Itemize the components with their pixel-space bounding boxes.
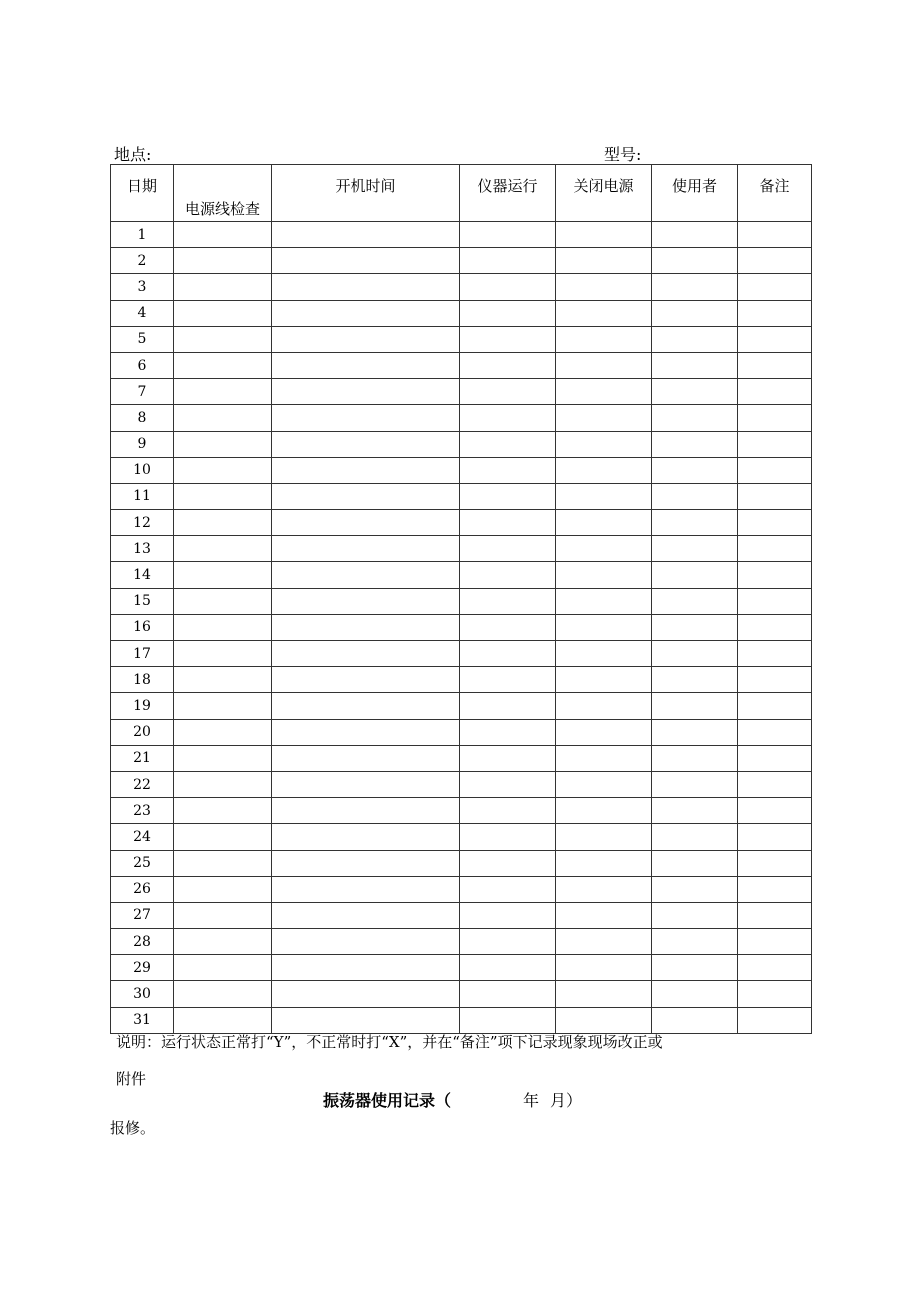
entry-cell[interactable] bbox=[652, 274, 738, 300]
entry-cell[interactable] bbox=[652, 405, 738, 431]
entry-cell[interactable] bbox=[652, 457, 738, 483]
entry-cell[interactable] bbox=[460, 929, 556, 955]
entry-cell[interactable] bbox=[738, 1007, 812, 1033]
table-row bbox=[111, 562, 812, 588]
entry-cell[interactable] bbox=[738, 222, 812, 248]
entry-cell[interactable] bbox=[174, 483, 272, 509]
entry-cell[interactable] bbox=[460, 483, 556, 509]
entry-cell[interactable] bbox=[738, 248, 812, 274]
entry-cell[interactable] bbox=[738, 510, 812, 536]
entry-cell[interactable] bbox=[174, 300, 272, 326]
entry-cell[interactable] bbox=[556, 405, 652, 431]
date-cell: 14 bbox=[111, 562, 174, 588]
entry-cell[interactable] bbox=[272, 483, 460, 509]
date-cell: 13 bbox=[111, 536, 174, 562]
entry-cell[interactable] bbox=[652, 798, 738, 824]
repair-text: 报修。 bbox=[110, 1119, 156, 1137]
entry-cell[interactable] bbox=[652, 902, 738, 928]
table-header-row bbox=[111, 165, 812, 222]
entry-cell[interactable] bbox=[556, 876, 652, 902]
date-cell: 15 bbox=[111, 588, 174, 614]
entry-cell[interactable] bbox=[174, 536, 272, 562]
entry-cell[interactable] bbox=[652, 929, 738, 955]
entry-cell[interactable] bbox=[460, 274, 556, 300]
table-row bbox=[111, 745, 812, 771]
entry-cell[interactable] bbox=[556, 929, 652, 955]
entry-cell[interactable] bbox=[174, 824, 272, 850]
model-label: 型号: bbox=[604, 145, 642, 164]
entry-cell[interactable] bbox=[272, 352, 460, 378]
entry-cell[interactable] bbox=[738, 405, 812, 431]
entry-cell[interactable] bbox=[174, 798, 272, 824]
entry-cell[interactable] bbox=[556, 824, 652, 850]
entry-cell[interactable] bbox=[556, 326, 652, 352]
column-header-power-on-time: 开机时间 bbox=[272, 165, 460, 222]
date-cell: 30 bbox=[111, 981, 174, 1007]
date-cell: 11 bbox=[111, 483, 174, 509]
entry-cell[interactable] bbox=[272, 771, 460, 797]
entry-cell[interactable] bbox=[460, 614, 556, 640]
date-cell: 31 bbox=[111, 1007, 174, 1033]
entry-cell[interactable] bbox=[272, 824, 460, 850]
entry-cell[interactable] bbox=[738, 641, 812, 667]
column-header-power-off: 关闭电源 bbox=[556, 165, 652, 222]
entry-cell[interactable] bbox=[556, 588, 652, 614]
entry-cell[interactable] bbox=[652, 326, 738, 352]
entry-cell[interactable] bbox=[272, 902, 460, 928]
location-label: 地点: bbox=[114, 145, 152, 164]
table-row bbox=[111, 300, 812, 326]
column-header-remarks: 备注 bbox=[738, 165, 812, 222]
entry-cell[interactable] bbox=[738, 771, 812, 797]
entry-cell[interactable] bbox=[652, 352, 738, 378]
table-row bbox=[111, 876, 812, 902]
table-row bbox=[111, 981, 812, 1007]
entry-cell[interactable] bbox=[174, 588, 272, 614]
entry-cell[interactable] bbox=[556, 536, 652, 562]
entry-cell[interactable] bbox=[738, 798, 812, 824]
entry-cell[interactable] bbox=[556, 745, 652, 771]
date-cell: 21 bbox=[111, 745, 174, 771]
entry-cell[interactable] bbox=[272, 274, 460, 300]
entry-cell[interactable] bbox=[652, 955, 738, 981]
entry-cell[interactable] bbox=[652, 745, 738, 771]
table-row bbox=[111, 693, 812, 719]
entry-cell[interactable] bbox=[460, 1007, 556, 1033]
entry-cell[interactable] bbox=[556, 248, 652, 274]
entry-cell[interactable] bbox=[272, 798, 460, 824]
entry-cell[interactable] bbox=[738, 955, 812, 981]
entry-cell[interactable] bbox=[460, 352, 556, 378]
entry-cell[interactable] bbox=[738, 824, 812, 850]
entry-cell[interactable] bbox=[738, 850, 812, 876]
date-cell: 7 bbox=[111, 379, 174, 405]
entry-cell[interactable] bbox=[738, 614, 812, 640]
date-cell: 25 bbox=[111, 850, 174, 876]
entry-cell[interactable] bbox=[556, 798, 652, 824]
entry-cell[interactable] bbox=[272, 300, 460, 326]
date-cell: 26 bbox=[111, 876, 174, 902]
date-cell: 22 bbox=[111, 771, 174, 797]
table-row bbox=[111, 641, 812, 667]
entry-cell[interactable] bbox=[272, 693, 460, 719]
entry-cell[interactable] bbox=[738, 326, 812, 352]
entry-cell[interactable] bbox=[556, 1007, 652, 1033]
entry-cell[interactable] bbox=[652, 562, 738, 588]
entry-cell[interactable] bbox=[738, 929, 812, 955]
entry-cell[interactable] bbox=[652, 667, 738, 693]
entry-cell[interactable] bbox=[556, 352, 652, 378]
entry-cell[interactable] bbox=[460, 745, 556, 771]
table-row bbox=[111, 771, 812, 797]
date-cell: 4 bbox=[111, 300, 174, 326]
date-cell: 28 bbox=[111, 929, 174, 955]
entry-cell[interactable] bbox=[652, 876, 738, 902]
entry-cell[interactable] bbox=[738, 483, 812, 509]
table-body bbox=[111, 222, 812, 1034]
column-header-date: 日期 bbox=[111, 165, 174, 222]
entry-cell[interactable] bbox=[460, 431, 556, 457]
entry-cell[interactable] bbox=[652, 850, 738, 876]
date-cell: 19 bbox=[111, 693, 174, 719]
entry-cell[interactable] bbox=[174, 1007, 272, 1033]
table-row bbox=[111, 824, 812, 850]
entry-cell[interactable] bbox=[738, 300, 812, 326]
date-cell: 5 bbox=[111, 326, 174, 352]
table-row bbox=[111, 457, 812, 483]
entry-cell[interactable] bbox=[460, 222, 556, 248]
entry-cell[interactable] bbox=[174, 222, 272, 248]
entry-cell[interactable] bbox=[738, 902, 812, 928]
entry-cell[interactable] bbox=[272, 405, 460, 431]
entry-cell[interactable] bbox=[556, 771, 652, 797]
date-cell: 6 bbox=[111, 352, 174, 378]
instructions-text: 说明：运行状态正常打“Y”，不正常时打“X”，并在“备注”项下记录现象现场改正或 bbox=[116, 1033, 663, 1051]
entry-cell[interactable] bbox=[272, 929, 460, 955]
entry-cell[interactable] bbox=[652, 588, 738, 614]
entry-cell[interactable] bbox=[174, 641, 272, 667]
entry-cell[interactable] bbox=[460, 955, 556, 981]
entry-cell[interactable] bbox=[556, 300, 652, 326]
entry-cell[interactable] bbox=[738, 745, 812, 771]
entry-cell[interactable] bbox=[272, 876, 460, 902]
entry-cell[interactable] bbox=[738, 562, 812, 588]
entry-cell[interactable] bbox=[738, 667, 812, 693]
entry-cell[interactable] bbox=[738, 693, 812, 719]
table-row bbox=[111, 248, 812, 274]
entry-cell[interactable] bbox=[272, 745, 460, 771]
entry-cell[interactable] bbox=[272, 667, 460, 693]
entry-cell[interactable] bbox=[174, 562, 272, 588]
entry-cell[interactable] bbox=[556, 955, 652, 981]
entry-cell[interactable] bbox=[652, 379, 738, 405]
date-cell: 23 bbox=[111, 798, 174, 824]
column-header-instrument-running: 仪器运行 bbox=[460, 165, 556, 222]
entry-cell[interactable] bbox=[652, 431, 738, 457]
entry-cell[interactable] bbox=[738, 379, 812, 405]
entry-cell[interactable] bbox=[460, 902, 556, 928]
entry-cell[interactable] bbox=[460, 798, 556, 824]
entry-cell[interactable] bbox=[460, 300, 556, 326]
entry-cell[interactable] bbox=[652, 510, 738, 536]
date-cell: 8 bbox=[111, 405, 174, 431]
date-cell: 9 bbox=[111, 431, 174, 457]
table-row bbox=[111, 274, 812, 300]
date-cell: 18 bbox=[111, 667, 174, 693]
entry-cell[interactable] bbox=[556, 667, 652, 693]
table-row bbox=[111, 929, 812, 955]
entry-cell[interactable] bbox=[460, 876, 556, 902]
entry-cell[interactable] bbox=[272, 510, 460, 536]
table-row bbox=[111, 483, 812, 509]
table-row bbox=[111, 667, 812, 693]
entry-cell[interactable] bbox=[556, 693, 652, 719]
entry-cell[interactable] bbox=[272, 222, 460, 248]
entry-cell[interactable] bbox=[272, 1007, 460, 1033]
entry-cell[interactable] bbox=[272, 981, 460, 1007]
entry-cell[interactable] bbox=[652, 824, 738, 850]
entry-cell[interactable] bbox=[174, 405, 272, 431]
entry-cell[interactable] bbox=[738, 431, 812, 457]
date-cell: 27 bbox=[111, 902, 174, 928]
document-title: 振荡器使用记录（ bbox=[323, 1091, 452, 1110]
entry-cell[interactable] bbox=[652, 248, 738, 274]
entry-cell[interactable] bbox=[556, 431, 652, 457]
entry-cell[interactable] bbox=[272, 588, 460, 614]
entry-cell[interactable] bbox=[460, 326, 556, 352]
entry-cell[interactable] bbox=[652, 693, 738, 719]
entry-cell[interactable] bbox=[460, 248, 556, 274]
entry-cell[interactable] bbox=[460, 379, 556, 405]
entry-cell[interactable] bbox=[174, 876, 272, 902]
entry-cell[interactable] bbox=[556, 719, 652, 745]
entry-cell[interactable] bbox=[460, 850, 556, 876]
entry-cell[interactable] bbox=[652, 771, 738, 797]
entry-cell[interactable] bbox=[738, 457, 812, 483]
date-cell: 29 bbox=[111, 955, 174, 981]
entry-cell[interactable] bbox=[652, 719, 738, 745]
entry-cell[interactable] bbox=[556, 641, 652, 667]
table-row bbox=[111, 536, 812, 562]
entry-cell[interactable] bbox=[556, 614, 652, 640]
entry-cell[interactable] bbox=[556, 222, 652, 248]
entry-cell[interactable] bbox=[738, 876, 812, 902]
entry-cell[interactable] bbox=[272, 719, 460, 745]
entry-cell[interactable] bbox=[652, 536, 738, 562]
table-row bbox=[111, 902, 812, 928]
entry-cell[interactable] bbox=[460, 562, 556, 588]
entry-cell[interactable] bbox=[272, 379, 460, 405]
entry-cell[interactable] bbox=[272, 248, 460, 274]
entry-cell[interactable] bbox=[174, 510, 272, 536]
entry-cell[interactable] bbox=[174, 981, 272, 1007]
entry-cell[interactable] bbox=[460, 824, 556, 850]
entry-cell[interactable] bbox=[460, 693, 556, 719]
entry-cell[interactable] bbox=[556, 483, 652, 509]
entry-cell[interactable] bbox=[460, 510, 556, 536]
entry-cell[interactable] bbox=[272, 431, 460, 457]
entry-cell[interactable] bbox=[460, 641, 556, 667]
table-row bbox=[111, 405, 812, 431]
date-cell: 3 bbox=[111, 274, 174, 300]
entry-cell[interactable] bbox=[652, 222, 738, 248]
date-cell: 20 bbox=[111, 719, 174, 745]
entry-cell[interactable] bbox=[174, 614, 272, 640]
entry-cell[interactable] bbox=[272, 536, 460, 562]
date-cell: 2 bbox=[111, 248, 174, 274]
entry-cell[interactable] bbox=[174, 352, 272, 378]
date-cell: 10 bbox=[111, 457, 174, 483]
entry-cell[interactable] bbox=[174, 431, 272, 457]
table-row bbox=[111, 588, 812, 614]
entry-cell[interactable] bbox=[460, 588, 556, 614]
date-cell: 24 bbox=[111, 824, 174, 850]
entry-cell[interactable] bbox=[556, 457, 652, 483]
entry-cell[interactable] bbox=[174, 248, 272, 274]
entry-cell[interactable] bbox=[652, 483, 738, 509]
date-cell: 16 bbox=[111, 614, 174, 640]
entry-cell[interactable] bbox=[652, 300, 738, 326]
table-row bbox=[111, 955, 812, 981]
entry-cell[interactable] bbox=[738, 588, 812, 614]
entry-cell[interactable] bbox=[738, 536, 812, 562]
table-row bbox=[111, 222, 812, 248]
entry-cell[interactable] bbox=[272, 850, 460, 876]
entry-cell[interactable] bbox=[652, 614, 738, 640]
column-header-power-cord-check: 电源线检查 bbox=[174, 165, 272, 222]
entry-cell[interactable] bbox=[174, 667, 272, 693]
table-row bbox=[111, 510, 812, 536]
entry-cell[interactable] bbox=[174, 771, 272, 797]
entry-cell[interactable] bbox=[174, 693, 272, 719]
usage-log-table bbox=[110, 164, 812, 1034]
entry-cell[interactable] bbox=[556, 981, 652, 1007]
entry-cell[interactable] bbox=[272, 614, 460, 640]
month-label: 月） bbox=[550, 1091, 583, 1110]
table-row bbox=[111, 431, 812, 457]
table-row bbox=[111, 352, 812, 378]
attachment-text: 附件 bbox=[116, 1070, 147, 1088]
date-cell: 17 bbox=[111, 641, 174, 667]
entry-cell[interactable] bbox=[460, 981, 556, 1007]
entry-cell[interactable] bbox=[556, 850, 652, 876]
entry-cell[interactable] bbox=[738, 274, 812, 300]
entry-cell[interactable] bbox=[174, 929, 272, 955]
entry-cell[interactable] bbox=[174, 719, 272, 745]
table-row bbox=[111, 614, 812, 640]
entry-cell[interactable] bbox=[272, 641, 460, 667]
entry-cell[interactable] bbox=[272, 457, 460, 483]
entry-cell[interactable] bbox=[460, 771, 556, 797]
entry-cell[interactable] bbox=[556, 379, 652, 405]
table-row bbox=[111, 379, 812, 405]
entry-cell[interactable] bbox=[174, 457, 272, 483]
entry-cell[interactable] bbox=[556, 274, 652, 300]
entry-cell[interactable] bbox=[738, 352, 812, 378]
entry-cell[interactable] bbox=[652, 641, 738, 667]
entry-cell[interactable] bbox=[174, 745, 272, 771]
table-row bbox=[111, 1007, 812, 1033]
table-row bbox=[111, 850, 812, 876]
entry-cell[interactable] bbox=[174, 850, 272, 876]
entry-cell[interactable] bbox=[556, 902, 652, 928]
entry-cell[interactable] bbox=[460, 457, 556, 483]
year-label: 年 bbox=[523, 1091, 540, 1110]
date-cell: 12 bbox=[111, 510, 174, 536]
entry-cell[interactable] bbox=[174, 274, 272, 300]
column-header-user: 使用者 bbox=[652, 165, 738, 222]
entry-cell[interactable] bbox=[174, 379, 272, 405]
date-cell: 1 bbox=[111, 222, 174, 248]
entry-cell[interactable] bbox=[738, 981, 812, 1007]
entry-cell[interactable] bbox=[460, 719, 556, 745]
entry-cell[interactable] bbox=[174, 902, 272, 928]
table-row bbox=[111, 719, 812, 745]
entry-cell[interactable] bbox=[556, 562, 652, 588]
entry-cell[interactable] bbox=[738, 719, 812, 745]
entry-cell[interactable] bbox=[556, 510, 652, 536]
entry-cell[interactable] bbox=[174, 955, 272, 981]
entry-cell[interactable] bbox=[652, 1007, 738, 1033]
entry-cell[interactable] bbox=[460, 667, 556, 693]
entry-cell[interactable] bbox=[460, 405, 556, 431]
entry-cell[interactable] bbox=[272, 326, 460, 352]
entry-cell[interactable] bbox=[460, 536, 556, 562]
entry-cell[interactable] bbox=[272, 955, 460, 981]
entry-cell[interactable] bbox=[272, 562, 460, 588]
entry-cell[interactable] bbox=[652, 981, 738, 1007]
entry-cell[interactable] bbox=[174, 326, 272, 352]
table-row bbox=[111, 798, 812, 824]
table-row bbox=[111, 326, 812, 352]
